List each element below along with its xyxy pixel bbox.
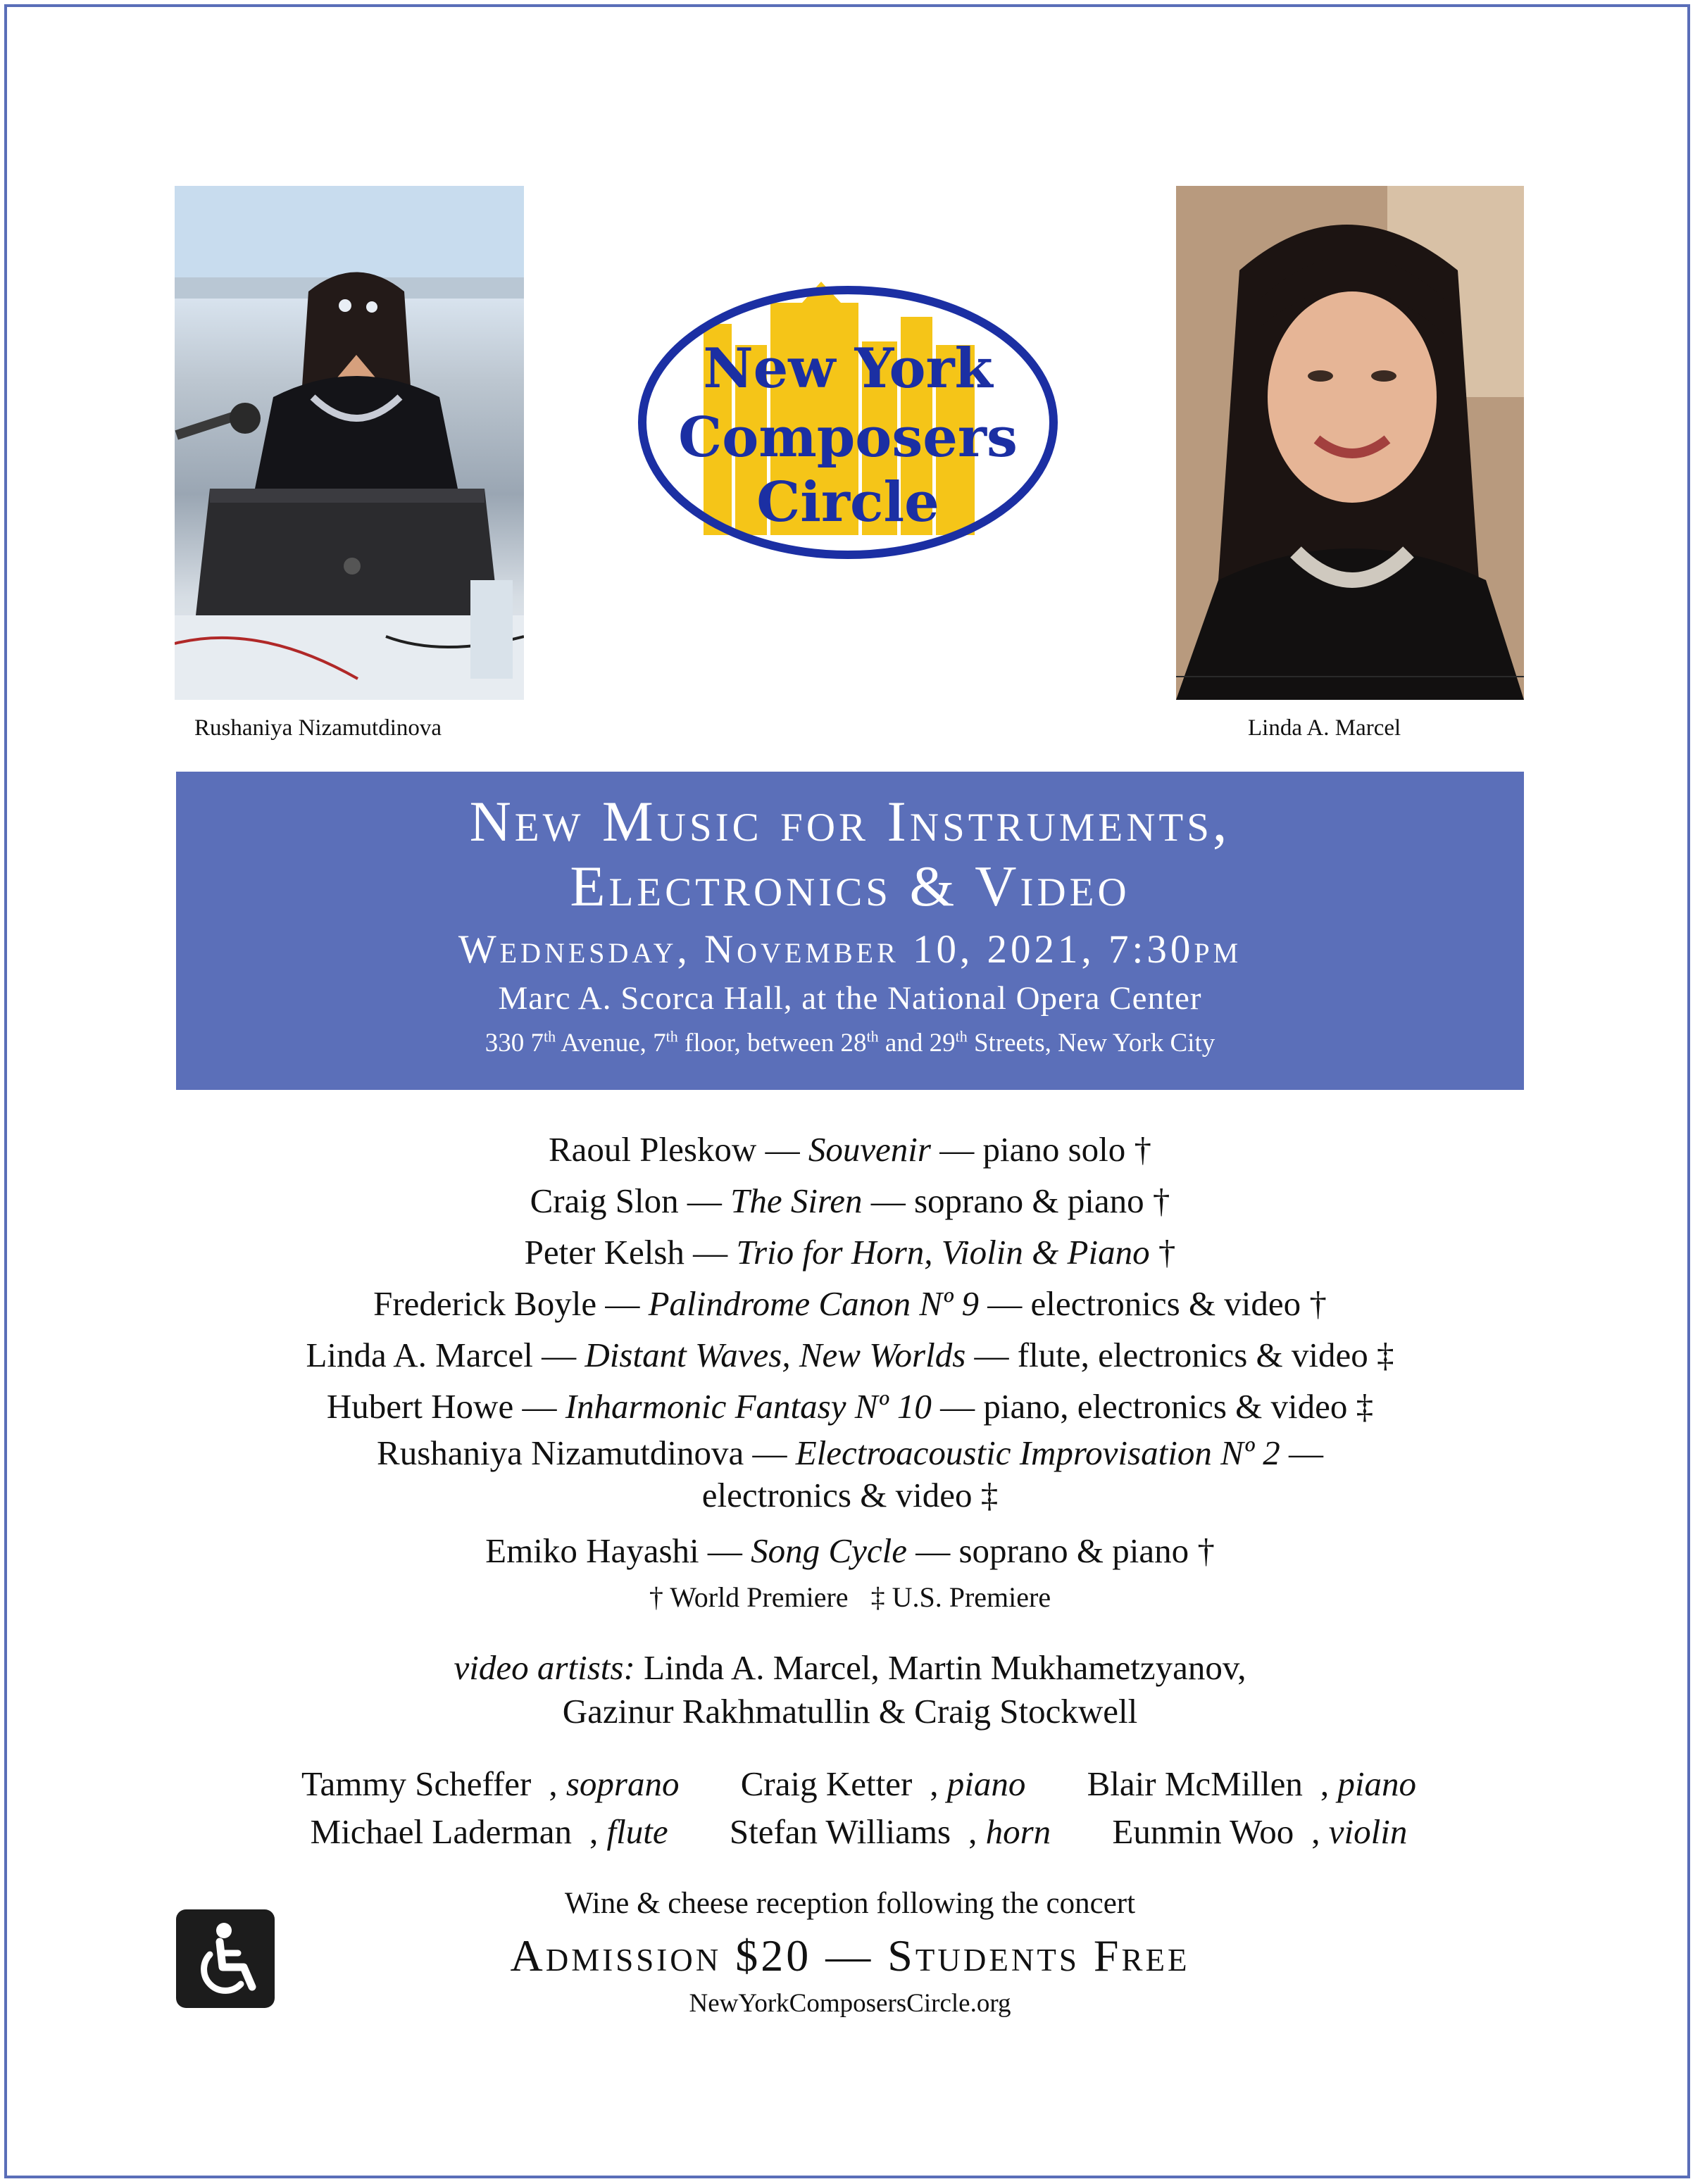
work-title: The Siren — [730, 1181, 863, 1220]
performer-role: violin — [1328, 1812, 1408, 1851]
composer-name: Frederick Boyle — [373, 1284, 597, 1323]
composer-name: Emiko Hayashi — [485, 1531, 699, 1570]
premiere-mark: † — [1134, 1130, 1152, 1169]
composer-name: Craig Slon — [530, 1181, 679, 1220]
event-banner — [176, 772, 1524, 1090]
performer-name: Michael Laderman — [310, 1812, 573, 1851]
performer-role: soprano — [565, 1764, 680, 1803]
performer-name: Craig Ketter — [740, 1764, 913, 1803]
program-item — [176, 1124, 1524, 1175]
video-artists — [176, 1646, 1524, 1733]
composer-name: Rushaniya Nizamutdinova — [377, 1433, 744, 1472]
separator: — — [513, 1387, 565, 1426]
address-part: Streets, New York City — [967, 1029, 1215, 1058]
separator: — — [931, 1130, 983, 1169]
separator: — — [532, 1336, 585, 1374]
performer: Michael Laderman , flute — [310, 1812, 668, 1851]
performer-role: horn — [985, 1812, 1051, 1851]
composer-name: Peter Kelsh — [524, 1233, 685, 1272]
performer-photo-illustration — [1176, 186, 1524, 700]
address-sup: th — [544, 1027, 556, 1046]
address-part: floor, between 28 — [677, 1029, 867, 1058]
performer: Craig Ketter , piano — [740, 1764, 1026, 1803]
separator: — — [744, 1433, 796, 1472]
program-item — [176, 1175, 1524, 1226]
separator: — — [862, 1181, 914, 1220]
composer-name: Raoul Pleskow — [548, 1130, 757, 1169]
separator: — — [906, 1531, 959, 1570]
website-link[interactable]: NewYorkComposersCircle.org — [689, 1989, 1011, 2018]
performers-list — [176, 1760, 1524, 1856]
photo-caption-right: Linda A. Marcel — [1248, 715, 1401, 741]
instrumentation: soprano & piano — [958, 1531, 1189, 1570]
reception-note: Wine & cheese reception following the concert — [564, 1887, 1136, 1920]
performer-role: piano — [946, 1764, 1026, 1803]
video-artists-line-1 — [176, 1646, 1524, 1690]
separator: — — [756, 1130, 808, 1169]
composer-name: Linda A. Marcel — [306, 1336, 533, 1374]
premiere-mark: ‡ — [1377, 1336, 1394, 1374]
instrumentation: soprano & piano — [913, 1181, 1144, 1220]
performer: Blair McMillen , piano — [1087, 1764, 1416, 1803]
premiere-mark: † — [1309, 1284, 1327, 1323]
program-item — [176, 1432, 1524, 1474]
work-title: Inharmonic Fantasy Nº 10 — [565, 1387, 932, 1426]
work-title: Song Cycle — [751, 1531, 907, 1570]
composer-name: Hubert Howe — [326, 1387, 514, 1426]
program-item — [176, 1381, 1524, 1432]
logo-line-1: New York — [703, 337, 993, 401]
address-part: 330 7 — [485, 1029, 544, 1058]
address-sup: th — [665, 1027, 678, 1046]
event-venue: Marc A. Scorca Hall, at the National Opera Center — [498, 980, 1202, 1017]
legend-world-premiere: † World Premiere — [649, 1581, 849, 1613]
logo-line-2: Composers — [678, 406, 1018, 470]
separator: — — [678, 1181, 731, 1220]
separator: — — [1280, 1433, 1323, 1472]
event-title-line-2: Electronics & Video — [570, 854, 1130, 918]
separator: — — [978, 1284, 1031, 1323]
legend-us-premiere: ‡ U.S. Premiere — [870, 1581, 1051, 1613]
separator: — — [931, 1387, 984, 1426]
photo-linda-a-marcel — [1176, 186, 1524, 700]
separator: — — [596, 1284, 649, 1323]
address-part: and 29 — [878, 1029, 956, 1058]
photo-caption-left: Rushaniya Nizamutdinova — [194, 715, 442, 741]
event-address — [176, 1027, 1524, 1060]
performer-name: Eunmin Woo — [1112, 1812, 1294, 1851]
event-date: Wednesday, November 10, 2021, 7:30pm — [458, 927, 1242, 972]
video-artists-names: Linda A. Marcel, Martin Mukhametzyanov, — [644, 1648, 1246, 1687]
program-item — [176, 1329, 1524, 1381]
premiere-mark: ‡ — [980, 1476, 999, 1514]
performer-role: flute — [606, 1812, 668, 1851]
address-sup: th — [866, 1027, 879, 1046]
video-artists-line-2: Gazinur Rakhmatullin & Craig Stockwell — [562, 1692, 1138, 1731]
work-title: Souvenir — [808, 1130, 931, 1169]
performer: Eunmin Woo , violin — [1112, 1812, 1408, 1851]
premiere-mark: † — [1152, 1181, 1170, 1220]
program-item — [176, 1278, 1524, 1329]
performers-row — [176, 1760, 1524, 1808]
performer-name: Tammy Scheffer — [301, 1764, 532, 1803]
photo-rushaniya-nizamutdinova — [175, 186, 524, 700]
separator: — — [684, 1233, 737, 1272]
logo-graphic — [637, 282, 1059, 563]
premiere-mark: † — [1158, 1233, 1176, 1272]
performer: Stefan Williams , horn — [729, 1812, 1051, 1851]
performer-role: piano — [1337, 1764, 1416, 1803]
work-title: Palindrome Canon Nº 9 — [648, 1284, 979, 1323]
instrumentation: electronics & video — [1030, 1284, 1301, 1323]
instrumentation: electronics & video — [701, 1476, 973, 1514]
separator: — — [699, 1531, 751, 1570]
instrumentation: flute, electronics & video — [1017, 1336, 1368, 1374]
program-item-continued — [176, 1474, 1524, 1517]
instrumentation: piano, electronics & video — [983, 1387, 1348, 1426]
program-item — [176, 1226, 1524, 1278]
work-title: Distant Waves, New Worlds — [585, 1336, 966, 1374]
performer-name: Stefan Williams — [729, 1812, 951, 1851]
performer-photo-illustration — [175, 186, 524, 700]
address-sup: th — [955, 1027, 968, 1046]
separator: — — [965, 1336, 1018, 1374]
performers-row — [176, 1808, 1524, 1856]
premiere-mark: ‡ — [1356, 1387, 1374, 1426]
premiere-legend — [176, 1578, 1524, 1617]
premiere-mark: † — [1197, 1531, 1215, 1570]
work-title: Electroacoustic Improvisation Nº 2 — [795, 1433, 1280, 1472]
performer: Tammy Scheffer , soprano — [301, 1764, 680, 1803]
program-list — [176, 1124, 1524, 1617]
performer-name: Blair McMillen — [1087, 1764, 1303, 1803]
admission-info: Admission $20 — Students Free — [510, 1931, 1190, 1981]
video-artists-label: video artists: — [454, 1648, 635, 1687]
program-item — [176, 1525, 1524, 1576]
event-title-line-1: New Music for Instruments, — [469, 789, 1231, 853]
instrumentation: piano solo — [982, 1130, 1126, 1169]
logo-line-3: Circle — [756, 470, 939, 534]
address-part: Avenue, 7 — [556, 1029, 666, 1058]
new-york-composers-circle-logo — [637, 282, 1059, 563]
work-title: Trio for Horn, Violin & Piano — [736, 1233, 1150, 1272]
